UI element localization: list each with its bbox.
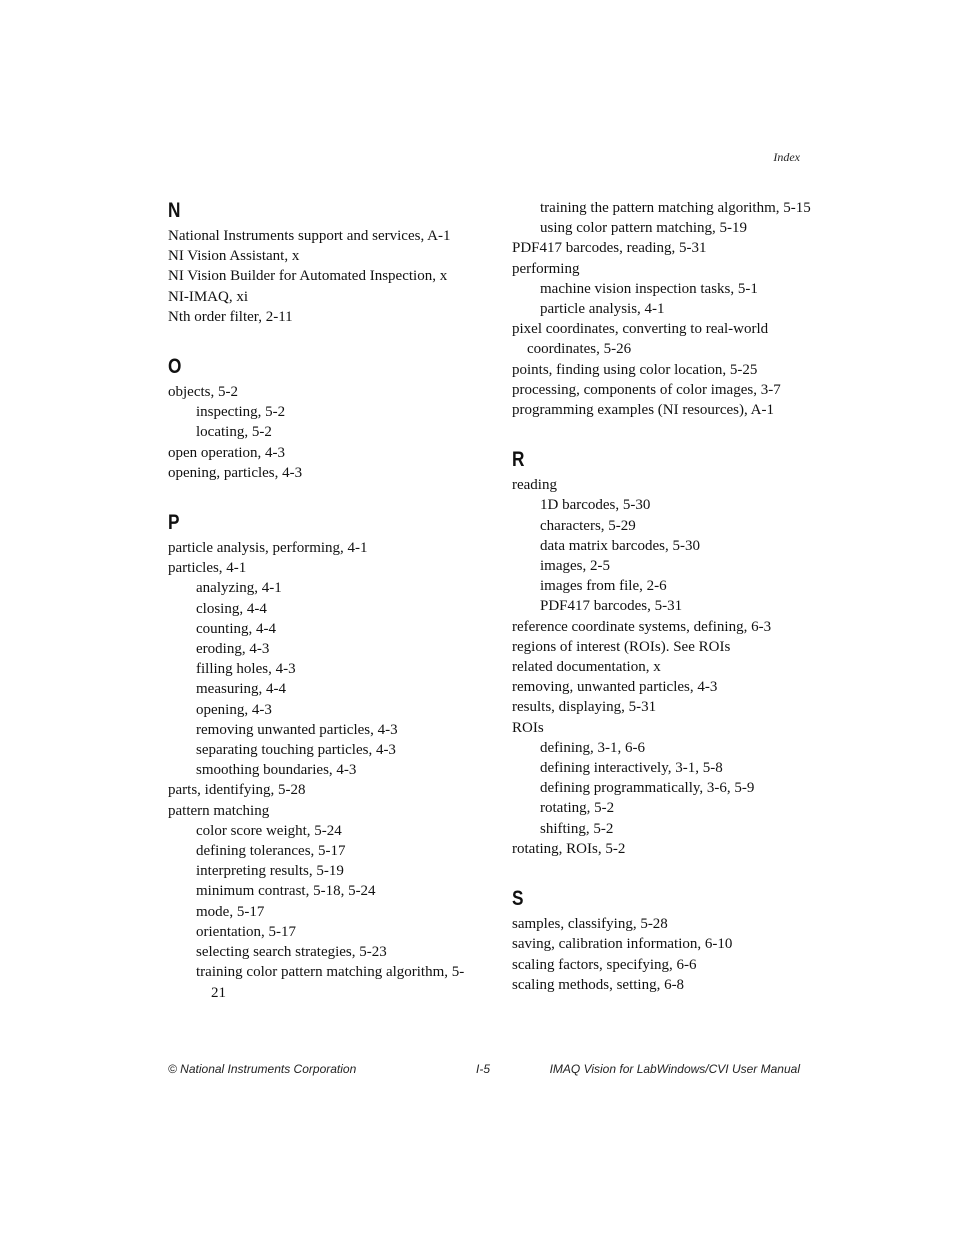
footer-page-number: I-5 [476, 1062, 491, 1076]
index-subentry: filling holes, 4-3 [196, 661, 296, 678]
index-subentry: training color pattern matching algorithm, 5-21 [196, 964, 465, 1001]
index-subentry: closing, 4-4 [196, 600, 267, 617]
index-entry: NI Vision Builder for Automated Inspection, x [168, 268, 448, 285]
index-entry: scaling factors, specifying, 6-6 [512, 956, 697, 973]
index-section [168, 354, 478, 483]
index-subentry: particle analysis, 4-1 [540, 301, 665, 318]
index-subentry: inspecting, 5-2 [196, 404, 286, 421]
index-section [168, 510, 478, 1003]
index-entry: NI Vision Assistant, x [168, 248, 300, 265]
index-entry: samples, classifying, 5-28 [512, 916, 668, 933]
index-subentry: locating, 5-2 [196, 424, 272, 441]
footer-copyright: © National Instruments Corporation [168, 1062, 357, 1076]
index-subentry: removing unwanted particles, 4-3 [196, 721, 398, 738]
index-subentry: selecting search strategies, 5-23 [196, 944, 387, 961]
index-entry: pattern matching [168, 802, 270, 819]
index-subentry: smoothing boundaries, 4-3 [196, 762, 357, 779]
index-section [168, 198, 478, 327]
section-letter: R [512, 448, 525, 472]
section-letter: S [512, 887, 524, 911]
index-subentry: data matrix barcodes, 5-30 [540, 537, 700, 554]
index-entry: open operation, 4-3 [168, 444, 286, 461]
index-entry: regions of interest (ROIs). See ROIs [512, 638, 731, 655]
index-entry: particle analysis, performing, 4-1 [168, 540, 368, 557]
index-subentry: orientation, 5-17 [196, 923, 296, 940]
index-subentry: machine vision inspection tasks, 5-1 [540, 280, 758, 297]
index-subentry: eroding, 4-3 [196, 641, 270, 658]
index-entry: PDF417 barcodes, reading, 5-31 [512, 240, 707, 257]
index-column-right [512, 198, 812, 1022]
index-section [512, 886, 812, 995]
index-entry: Nth order filter, 2-11 [168, 308, 293, 325]
index-subentry: characters, 5-29 [540, 517, 636, 534]
index-subentry: separating touching particles, 4-3 [196, 742, 396, 759]
index-entry: NI-IMAQ, xi [168, 288, 248, 305]
index-subentry: defining interactively, 3-1, 5-8 [540, 760, 723, 777]
index-subentry: mode, 5-17 [196, 903, 265, 920]
section-letter: N [168, 199, 181, 222]
index-subentry: measuring, 4-4 [196, 681, 286, 698]
index-subentry: images, 2-5 [540, 558, 610, 575]
index-entry: opening, particles, 4-3 [168, 464, 303, 481]
index-entry: related documentation, x [512, 659, 661, 676]
index-entry: ROIs [512, 719, 544, 736]
index-section [512, 198, 812, 420]
index-column-left [168, 198, 478, 1030]
index-subentry: 1D barcodes, 5-30 [540, 497, 651, 514]
index-subentry: analyzing, 4-1 [196, 580, 282, 597]
index-entry: programming examples (NI resources), A-1 [512, 402, 775, 419]
index-section [512, 447, 812, 859]
index-entry: scaling methods, setting, 6-8 [512, 976, 685, 993]
index-entry: particles, 4-1 [168, 560, 247, 577]
section-letter: O [168, 355, 182, 379]
index-entry: reading [512, 477, 557, 494]
index-subentry: PDF417 barcodes, 5-31 [540, 598, 683, 615]
index-subentry: minimum contrast, 5-18, 5-24 [196, 883, 376, 900]
index-entry: parts, identifying, 5-28 [168, 782, 306, 799]
index-subentry: interpreting results, 5-19 [196, 863, 344, 880]
index-entry: saving, calibration information, 6-10 [512, 936, 733, 953]
index-entry: objects, 5-2 [168, 384, 238, 401]
index-entry: rotating, ROIs, 5-2 [512, 840, 626, 857]
section-letter: P [168, 511, 180, 535]
index-subentry: rotating, 5-2 [540, 800, 615, 817]
index-subentry: defining tolerances, 5-17 [196, 843, 346, 860]
index-subentry: shifting, 5-2 [540, 820, 614, 837]
index-subentry: counting, 4-4 [196, 620, 276, 637]
index-entry: points, finding using color location, 5-25 [512, 361, 758, 378]
index-entry: removing, unwanted particles, 4-3 [512, 679, 718, 696]
index-subentry: images from file, 2-6 [540, 578, 667, 595]
index-entry: performing [512, 260, 580, 277]
index-entry: reference coordinate systems, defining, 6-3 [512, 618, 772, 635]
index-entry: processing, components of color images, 3-7 [512, 381, 781, 398]
index-subentry: training the pattern matching algorithm, 5-15 [540, 200, 811, 216]
index-subentry: defining programmatically, 3-6, 5-9 [540, 780, 755, 797]
index-entry: National Instruments support and services, A-1 [168, 228, 451, 244]
index-subentry: opening, 4-3 [196, 701, 272, 718]
index-subentry: using color pattern matching, 5-19 [540, 220, 748, 237]
footer-manual-title: IMAQ Vision for LabWindows/CVI User Manual [549, 1062, 800, 1076]
index-subentry: color score weight, 5-24 [196, 822, 342, 839]
running-header: Index [773, 150, 800, 164]
index-entry: pixel coordinates, converting to real-world coordinates, 5-26 [512, 321, 769, 358]
index-subentry: defining, 3-1, 6-6 [540, 739, 645, 756]
index-entry: results, displaying, 5-31 [512, 699, 657, 716]
